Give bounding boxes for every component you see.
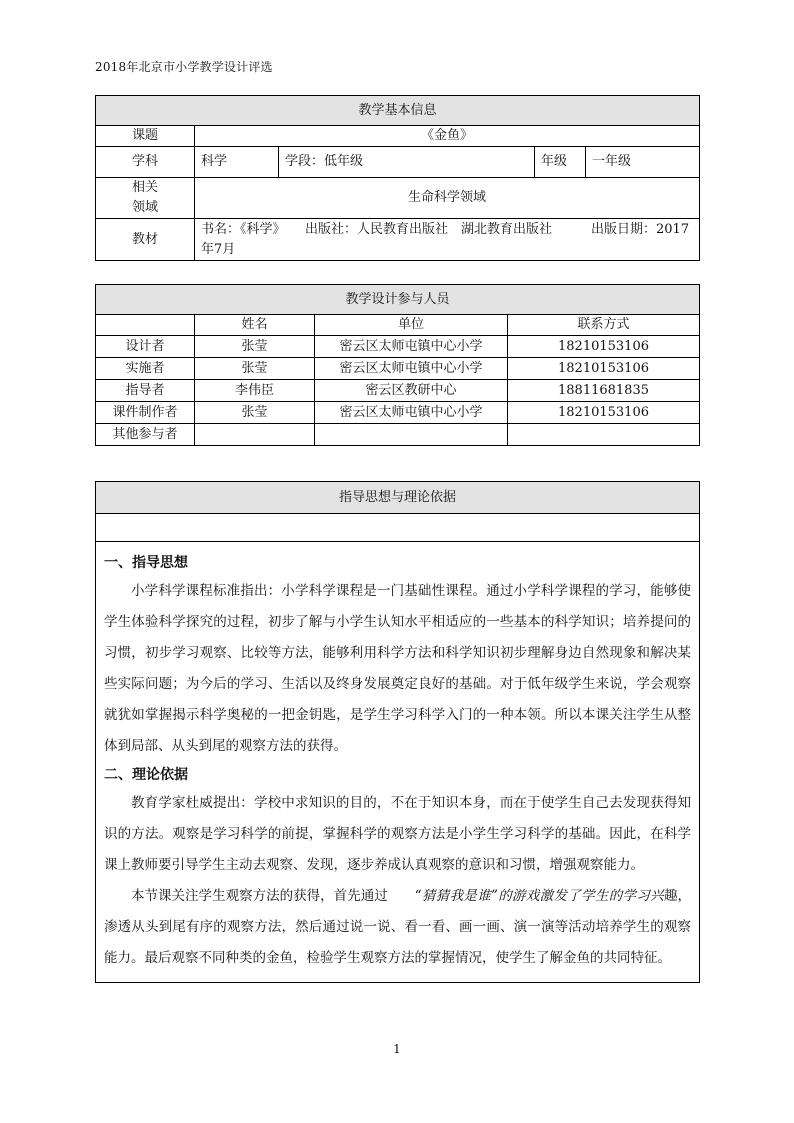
guidance-title: 指导思想与理论依据 (96, 482, 700, 514)
role-cell: 设计者 (96, 336, 195, 358)
stage-value: 学段：低年级 (279, 147, 535, 178)
textbook-label: 教材 (96, 219, 195, 261)
participants-title: 教学设计参与人员 (96, 285, 700, 315)
subject-value: 科学 (195, 147, 279, 178)
section2-paragraph1: 教育学家杜威提出：学校中求知识的目的，不在于知识本身，而在于使学生自己去发现获得知识的方法。观察是学习科学的前提，掌握科学的观察方法是小学生学习科学的基础。因此，在科学课上教师要引导学生主动去观察、发现，逐步养成认真观察的意识和习惯，增强观察能力。 (104, 795, 691, 873)
name-cell: 李伟臣 (195, 380, 315, 402)
column-header (96, 315, 195, 336)
column-header-contact: 联系方式 (508, 315, 700, 336)
section2-paragraph2-start: 本节课关注学生观察方法的获得，首先通过 (131, 888, 415, 904)
field-label (96, 178, 195, 219)
role-cell: 其他参与者 (96, 424, 195, 446)
contact-cell: 18210153106 (508, 402, 700, 424)
participants-table (95, 284, 700, 446)
role-cell: 指导者 (96, 380, 195, 402)
column-header-unit: 单位 (315, 315, 508, 336)
column-header-name: 姓名 (195, 315, 315, 336)
subject-label: 学科 (96, 147, 195, 178)
section2-paragraph2 (104, 881, 691, 974)
basic-info-title: 教学基本信息 (96, 96, 700, 126)
table-row (96, 402, 700, 424)
grade-label: 年级 (535, 147, 586, 178)
section1-paragraph: 小学科学课程标准指出：小学科学课程是一门基础性课程。通过小学科学课程的学习，能够使学生体验科学探究的过程，初步了解与小学生认知水平相适应的一些基本的科学知识；培养提问的习惯，初步学习观察、比较等方法，能够利用科学方法和科学知识初步理解身边自然现象和解决某些实际问题；为今后的学习、生活以及终身发展奠定良好的基础。对于低年级学生来说，学会观察就犹如掌握揭示科学奥秘的一把金钥匙，是学生学习科学入门的一种本领。所以本课关注学生从整体到局部、从头到尾的观察方法的获得。 (104, 583, 691, 754)
table-row (96, 424, 700, 446)
guidance-table (95, 481, 700, 983)
name-cell: 张莹 (195, 402, 315, 424)
contact-cell (508, 424, 700, 446)
section2-paragraph2-end: 趣，渗透从头到尾有序的观察方法，然后通过说一说、看一看、画一画、演一演等活动培养学生的观察能力。最后观察不同种类的金鱼，检验学生观察方法的掌握情况，使学生了解金鱼的共同特征。 (104, 888, 691, 966)
unit-cell: 密云区太师屯镇中心小学 (315, 336, 508, 358)
guidance-body (96, 542, 700, 983)
unit-cell: 密云区太师屯镇中心小学 (315, 402, 508, 424)
name-cell: 张莹 (195, 358, 315, 380)
field-value: 生命科学领域 (195, 178, 700, 219)
role-cell: 课件制作者 (96, 402, 195, 424)
guidance-spacer-row (96, 514, 700, 542)
unit-cell: 密云区太师屯镇中心小学 (315, 358, 508, 380)
page-number: 1 (393, 1042, 401, 1056)
contact-cell: 18210153106 (508, 336, 700, 358)
unit-cell: 密云区教研中心 (315, 380, 508, 402)
contact-cell: 18811681835 (508, 380, 700, 402)
section2-title: 二、理论依据 (104, 767, 188, 783)
contact-cell: 18210153106 (508, 358, 700, 380)
participants-header-row (96, 315, 700, 336)
name-cell (195, 424, 315, 446)
table-row (96, 358, 700, 380)
topic-label: 课题 (96, 126, 195, 147)
field-label-line1: 相关 (131, 180, 158, 195)
grade-value: 一年级 (586, 147, 700, 178)
section1-title: 一、指导思想 (104, 555, 188, 571)
table-row (96, 380, 700, 402)
textbook-value: 书名：《科学》 出版社：人民教育出版社 湖北教育出版社 出版日期：2017年7月 (195, 219, 700, 261)
name-cell: 张莹 (195, 336, 315, 358)
page-header: 2018年北京市小学教学设计评选 (95, 60, 273, 74)
table-row (96, 336, 700, 358)
role-cell: 实施者 (96, 358, 195, 380)
unit-cell (315, 424, 508, 446)
field-label-line2: 领域 (131, 200, 158, 215)
topic-value: 《金鱼》 (195, 126, 700, 147)
basic-info-table (95, 95, 700, 261)
game-name-text: “猜猜我是谁”的游戏激发了学生的学习兴 (414, 888, 664, 904)
